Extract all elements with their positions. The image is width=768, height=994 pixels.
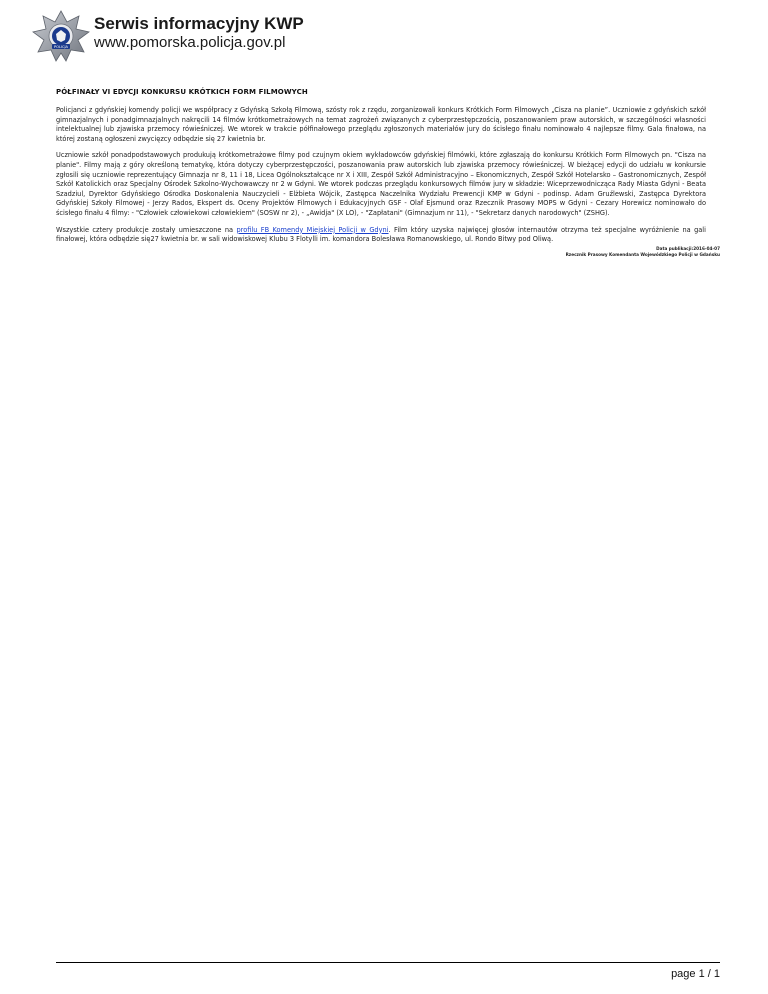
article-paragraph-3 <box>56 226 706 245</box>
site-url[interactable]: www.pomorska.policja.gov.pl <box>94 34 286 51</box>
article-paragraph-2: Uczniowie szkół ponadpodstawowych produkują krótkometrażowe filmy pod czujnym okiem wykładowców gdyńskiej filmówki, które zgłaszają do konkursu Krótkich Form Filmowych pn. "Cisza na planie". Filmy mają z góry określoną tematykę, która dotyczy cyberprzestępczości, poszanowania praw autorskich lub zjawiska przemocy rówieśniczej. W bieżącej edycji do udziału w konkursie zgłosili się uczniowie reprezentujący Gimnazja nr 8, 11 i 18, Licea Ogólnokształcące nr X i XIII, Zespół Szkół Administracyjno – Ekonomicznych, Zespół Szkół Hotelarsko – Gastronomicznych, Zespół Szkół Katolickich oraz Specjalny Ośrodek Szkolno-Wychowawczy nr 2 w Gdyni. We wtorek podczas przeglądu konkursowych filmów jury w składzie: Wiceprzewodnicząca Rady Miasta Gdyni - Beata Szadziul, Dyrektor Gdyńskiego Ośrodka Doskonalenia Nauczycieli - Elżbieta Wójcik, Zastępca Naczelnika Wydziału Prewencji KMP w Gdyni - podinsp. Adam Gruźlewski, Zastępca Dyrektora Gdyńskiej Szkoły Filmowej - Jerzy Rados, Ekspert ds. Oceny Projektów Filmowych i Edukacyjnych GSF - Olaf Ejsmund oraz Rzecznik Prasowy MOPS w Gdyni - Cezary Horewicz nominowało do ścisłego finału 4 filmy: - "Człowiek człowiekowi człowiekiem" (SOSW nr 2), - „Awidja" (X LO), - "Zapłatani" (Gimnazjum nr 11), - "Sekretarz danych narodowych" (ZSHG). <box>56 151 706 217</box>
publication-info <box>566 246 720 258</box>
site-title: Serwis informacyjny KWP <box>94 14 304 33</box>
article-title: PÓŁFINAŁY VI EDYCJI KONKURSU KRÓTKICH FORM FILMOWYCH <box>56 88 308 96</box>
paragraph-3-rest: . Film który uzyska najwięcej głosów internautów otrzyma też specjalne wyróżnienie na gali finałowej, która odbędzie się27 kwietnia br. w sali widowiskowej Klubu 3 Flotylli im. komandora Bolesława Romanowskiego, ul. Rondo Bitwy pod Oliwą. <box>56 225 706 244</box>
paragraph-3-intro: Wszystkie cztery produkcje zostały umieszczone na <box>56 225 237 234</box>
page-number: page 1 / 1 <box>671 968 720 980</box>
publication-author: Rzecznik Prasowy Komendanta Wojewódzkiego Policji w Gdańsku <box>565 252 720 257</box>
footer-divider <box>56 962 720 963</box>
badge-text: POLICJA <box>53 45 69 49</box>
publication-date: Data publikacji:2016-04-07 <box>656 246 720 251</box>
facebook-profile-link[interactable]: profilu FB Komendy Miejskiej Policji w Gdyni <box>236 225 389 234</box>
article-paragraph-1: Policjanci z gdyńskiej komendy policji we współpracy z Gdyńską Szkołą Filmową, szósty rok z rzędu, zorganizowali konkurs Krótkich Form Filmowych „Cisza na planie”. Uczniowie z gdyńskich szkół gimnazjalnych i ponadgimnazjalnych nakręcili 14 filmów krótkometrażowych na temat zagrożeń związanych z cyberprzestępczością, poszanowaniem praw autorskich, w szczególności własności intelektualnej lub zjawiska przemocy rówieśniczej. We wtorek w trakcie półfinałowego przeglądu zgłoszonych materiałów jury do ścisłego finału nominowało 4 najlepsze filmy. Gala finałowa, na której zostaną ogłoszeni zwycięzcy odbędzie się 27 kwietnia br. <box>56 106 706 143</box>
article <box>56 88 706 252</box>
page-header <box>32 10 732 60</box>
police-star-badge-icon <box>32 10 90 62</box>
